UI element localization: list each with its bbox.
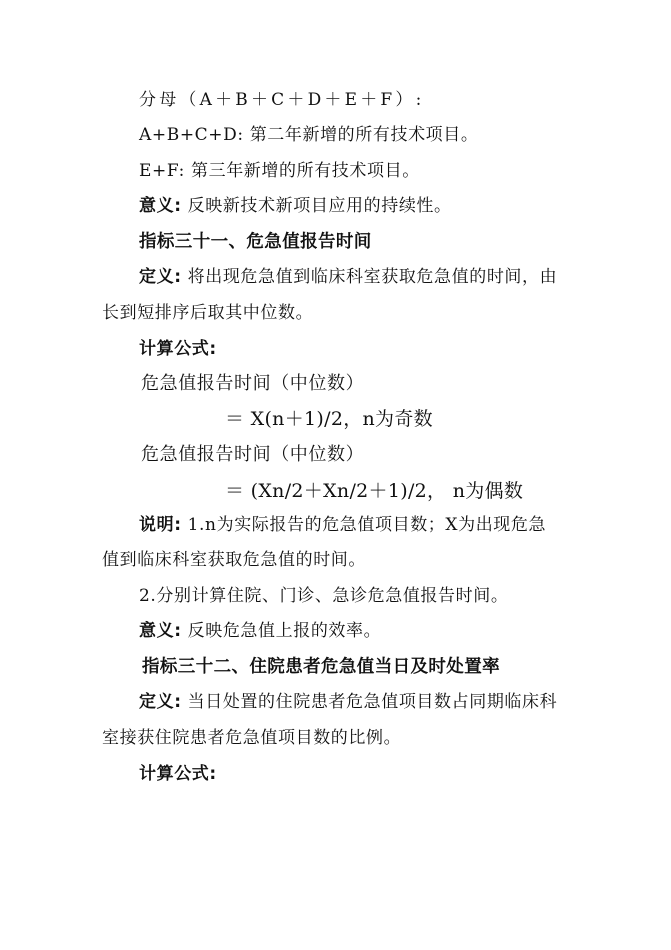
def32-line xyxy=(139,691,557,713)
note-text-c: 2.分别计算住院、门诊、急诊危急值报告时间。 xyxy=(139,586,509,606)
def31-line xyxy=(139,266,557,288)
meaning2-text: 反映危急值上报的效率。 xyxy=(187,621,382,641)
meaning2-line xyxy=(139,620,381,642)
note-line xyxy=(139,514,546,536)
def31-text-a: 将出现危急值到临床科室获取危急值的时间，由 xyxy=(187,267,558,287)
ef-label: E+F: xyxy=(139,161,185,181)
def31-label: 定义: xyxy=(139,267,182,287)
abcd-label: A+B+C+D: xyxy=(139,125,244,145)
meaning1-text: 反映新技术新项目应用的持续性。 xyxy=(187,196,452,216)
abcd-line xyxy=(139,124,479,146)
calc31-label: 计算公式: xyxy=(139,339,217,359)
note-text-b: 值到临床科室获取危急值的时间。 xyxy=(102,550,366,570)
meaning1-label: 意义: xyxy=(139,196,182,216)
formula2-expression: ＝ (Xn/2＋Xn/2＋1)/2， n为偶数 xyxy=(225,480,524,502)
def32-label: 定义: xyxy=(139,692,182,712)
note-text-a: 1.n为实际报告的危急值项目数；X为出现危急 xyxy=(187,515,547,535)
note-label: 说明: xyxy=(139,515,182,535)
meaning2-label: 意义: xyxy=(139,621,182,641)
meaning1-line xyxy=(139,195,452,217)
def31-text-b: 长到短排序后取其中位数。 xyxy=(102,303,314,323)
heading-31: 指标三十一、危急值报告时间 xyxy=(139,232,372,252)
heading-32: 指标三十二、住院患者危急值当日及时处置率 xyxy=(142,657,500,677)
formula1-label: 危急值报告时间（中位数） xyxy=(141,373,365,394)
ef-text: 第三年新增的所有技术项目。 xyxy=(191,161,420,181)
ef-line xyxy=(139,160,420,182)
def32-text-a: 当日处置的住院患者危急值项目数占同期临床科 xyxy=(187,692,558,712)
formula1-expression: ＝ X(n＋1)/2，n为奇数 xyxy=(225,408,433,430)
abcd-text: 第二年新增的所有技术项目。 xyxy=(249,125,479,145)
calc32-label: 计算公式: xyxy=(139,764,217,784)
formula2-label: 危急值报告时间（中位数） xyxy=(141,444,365,465)
denominator-line: 分母（A＋B＋C＋D＋E＋F）: xyxy=(139,90,425,110)
def32-text-b: 室接获住院患者危急值项目数的比例。 xyxy=(102,728,402,748)
